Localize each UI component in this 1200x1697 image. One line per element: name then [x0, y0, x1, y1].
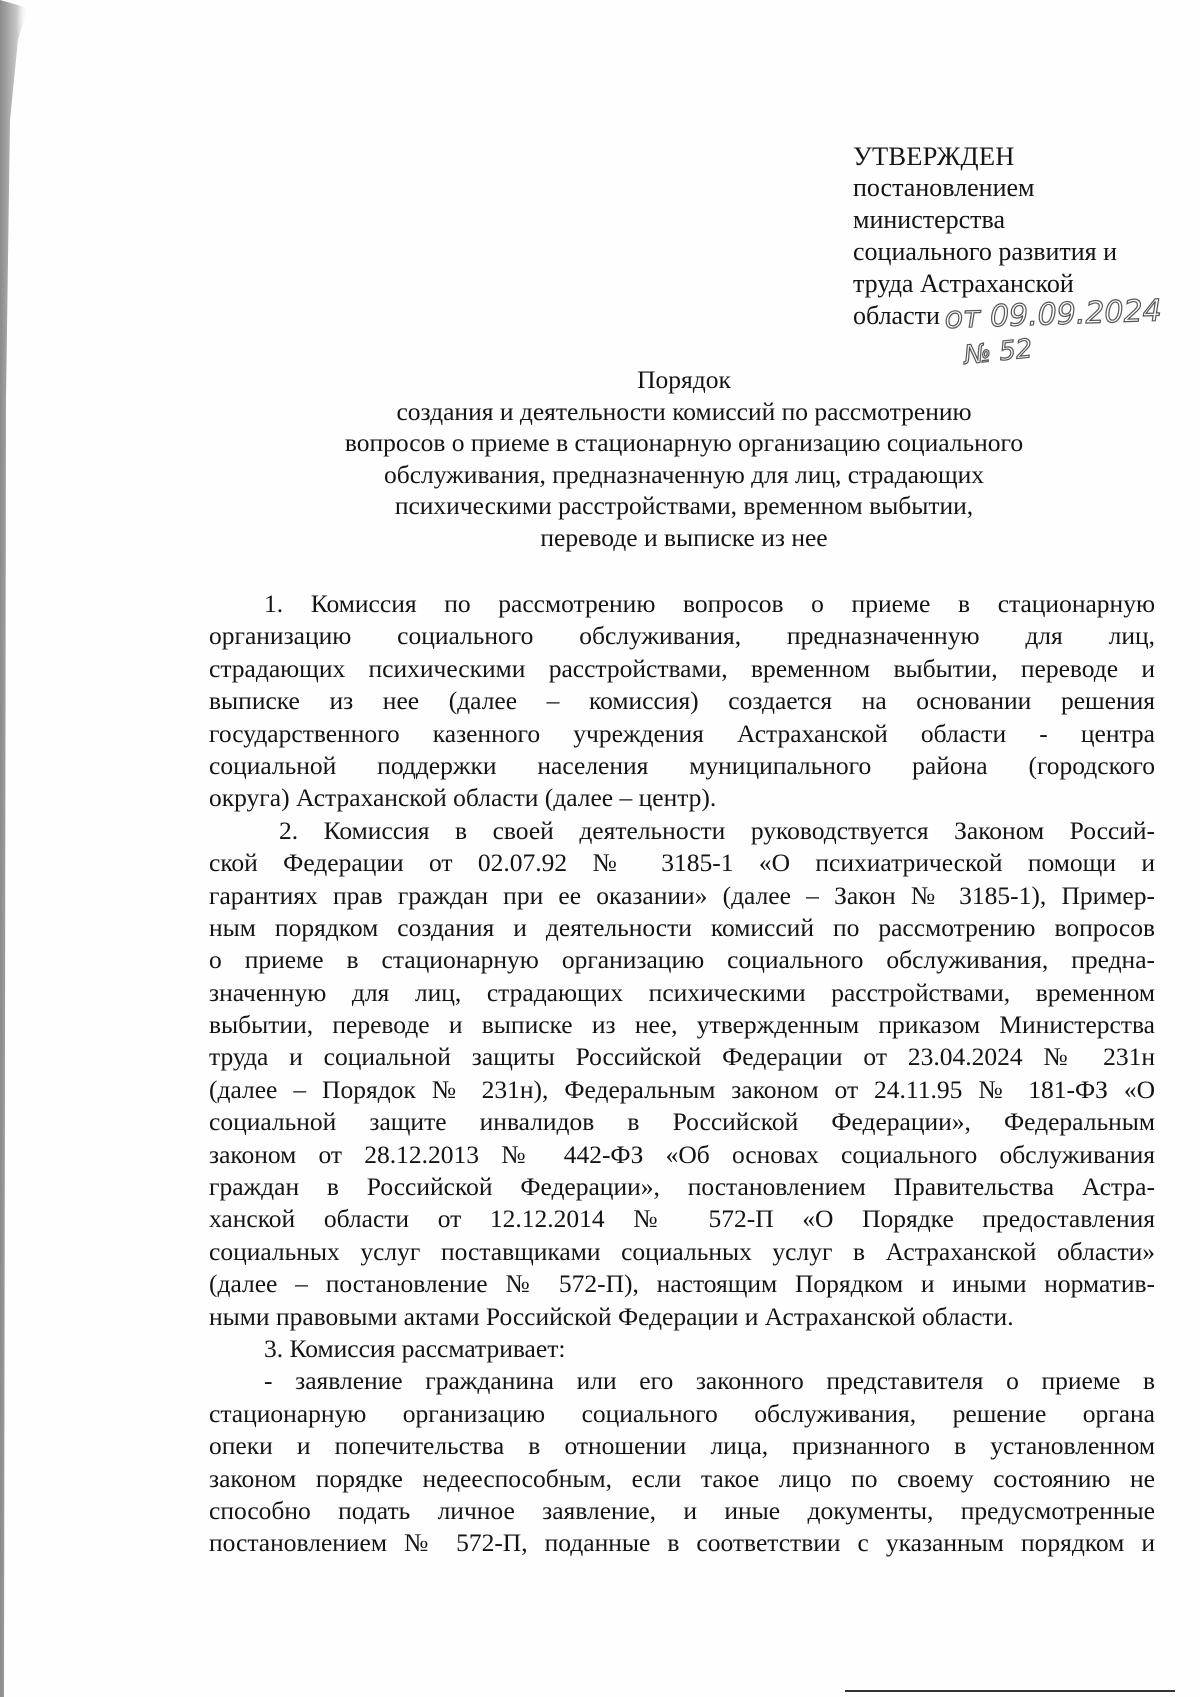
paragraph-2-line: значенную для лиц, страдающих психическими расстройствами, временном [209, 977, 1155, 1007]
paragraph-1-line: округа) Астраханской области (далее – центр). [209, 783, 717, 813]
stamp-line: министерства [853, 205, 1006, 234]
paragraph-2-line: (далее – Порядок № 231н), Федеральным законом от 24.11.95 № 181-ФЗ «О [209, 1074, 1155, 1104]
paragraph-2-line: труда и социальной защиты Российской Федерации от 23.04.2024 № 231н [209, 1042, 1155, 1072]
paragraph-1-line: 1. Комиссия по рассмотрению вопросов о приеме в стационарную [264, 589, 1155, 618]
paragraph-2-line: гарантиях прав граждан при ее оказании» (далее – Закон № 3185-1), Пример- [209, 880, 1155, 910]
paragraph-1-line: организацию социального обслуживания, предназначенную для лиц, [209, 621, 1155, 651]
approval-stamp [853, 140, 1173, 332]
stamp-line-approved: УТВЕРЖДЕН [853, 141, 1015, 171]
paragraph-2-line: 2. Комиссия в своей деятельности руководствуется Законом Россий- [279, 815, 1155, 845]
paragraph-2-line: законом от 28.12.2013 № 442-ФЗ «Об основах социального обслуживания [209, 1139, 1155, 1169]
paragraph-3-line: 3. Комиссия рассматривает: [264, 1333, 566, 1363]
paragraph-1-line: выписке из нее (далее – комиссия) создается на основании решения [209, 686, 1155, 716]
title-line: переводе и выписке из нее [540, 522, 828, 552]
handwritten-number: № 52 [962, 333, 1034, 371]
scan-edge-shadow [0, 0, 28, 1697]
document-title [209, 364, 1159, 553]
paragraph-1-line: страдающих психическими расстройствами, временном выбытии, переводе и [209, 653, 1155, 683]
paragraph-2-line: социальной защите инвалидов в Российской Федерации», Федеральным [209, 1107, 1155, 1137]
title-line: вопросов о приеме в стационарную организацию социального [344, 428, 1024, 457]
paragraph-2-line: ными правовыми актами Российской Федерации и Астраханской области. [209, 1301, 1014, 1331]
title-heading: Порядок [637, 365, 731, 394]
document-body [209, 588, 1155, 1560]
paragraph-4-line: опеки и попечительства в отношении лица, признанного в установленном [209, 1431, 1155, 1461]
paragraph-2-line: социальных услуг поставщиками социальных услуг в Астраханской области» [209, 1236, 1155, 1266]
handwritten-date: от 09.09.2024 [944, 293, 1163, 336]
paragraph-2-line: граждан в Российской Федерации», постановлением Правительства Астра- [209, 1172, 1155, 1202]
stamp-line: области [853, 301, 940, 330]
paragraph-2-line: ханской области от 12.12.2014 № 572-П «О Порядке предоставления [209, 1204, 1155, 1234]
title-line: психическими расстройствами, временном выбытии, [394, 491, 974, 520]
paragraph-4-line: способно подать личное заявление, и иные документы, предусмотренные [209, 1495, 1155, 1525]
paragraph-2-line: (далее – постановление № 572-П), настоящим Порядком и иными норматив- [209, 1269, 1155, 1299]
paragraph-1-line: социальной поддержки населения муниципального района (городского [209, 750, 1155, 780]
stamp-line: социального развития и [853, 237, 1118, 266]
stamp-line: постановлением [853, 173, 1035, 202]
paragraph-2-line: ным порядком создания и деятельности комиссий по рассмотрению вопросов [209, 912, 1155, 942]
page-bottom-edge-mark [845, 1690, 1175, 1692]
paragraph-4-line: - заявление гражданина или его законного представителя о приеме в [264, 1366, 1155, 1396]
title-line: создания и деятельности комиссий по рассмотрению [396, 396, 972, 426]
stamp-line: труда Астраханской [853, 269, 1074, 298]
paragraph-2-line: о приеме в стационарную организацию социального обслуживания, предна- [209, 945, 1155, 975]
paragraph-2-line: ской Федерации от 02.07.92 № 3185-1 «О психиатрической помощи и [209, 848, 1155, 878]
paragraph-1-line: государственного казенного учреждения Астраханской области - центра [209, 718, 1155, 748]
paragraph-4-line: постановлением № 572-П, поданные в соответствии с указанным порядком и [209, 1528, 1155, 1558]
paragraph-4-line: законом порядке недееспособным, если такое лицо по своему состоянию не [209, 1463, 1155, 1493]
paragraph-2-line: выбытии, переводе и выписке из нее, утвержденным приказом Министерства [209, 1010, 1155, 1040]
paragraph-4-line: стационарную организацию социального обслуживания, решение органа [209, 1398, 1155, 1428]
title-line: обслуживания, предназначенную для лиц, страдающих [384, 459, 984, 489]
